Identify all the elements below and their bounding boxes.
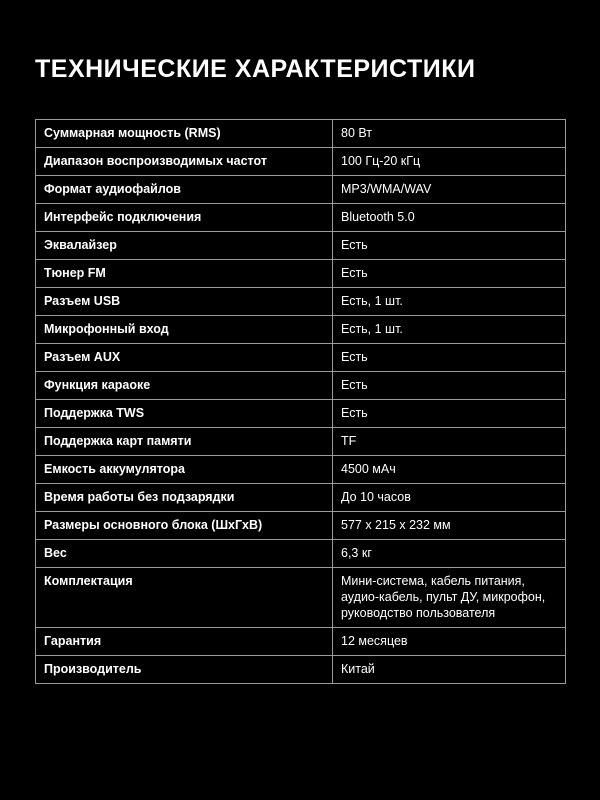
table-row — [36, 287, 566, 315]
spec-value: Есть — [333, 371, 566, 399]
spec-key: Размеры основного блока (ШхГхВ) — [36, 511, 333, 539]
spec-value: 12 месяцев — [333, 627, 566, 655]
table-row — [36, 567, 566, 627]
spec-value: Есть — [333, 259, 566, 287]
table-row — [36, 203, 566, 231]
spec-key: Формат аудиофайлов — [36, 175, 333, 203]
spec-key: Производитель — [36, 655, 333, 683]
table-row — [36, 627, 566, 655]
table-row — [36, 539, 566, 567]
spec-value: Есть — [333, 231, 566, 259]
specifications-table-body — [36, 119, 566, 683]
table-row — [36, 399, 566, 427]
spec-value: TF — [333, 427, 566, 455]
spec-key: Гарантия — [36, 627, 333, 655]
spec-key: Разъем USB — [36, 287, 333, 315]
spec-key: Эквалайзер — [36, 231, 333, 259]
spec-value: 577 x 215 x 232 мм — [333, 511, 566, 539]
spec-key: Разъем AUX — [36, 343, 333, 371]
spec-key: Диапазон воспроизводимых частот — [36, 147, 333, 175]
table-row — [36, 231, 566, 259]
spec-value: Есть, 1 шт. — [333, 287, 566, 315]
spec-value: MP3/WMA/WAV — [333, 175, 566, 203]
spec-key: Поддержка TWS — [36, 399, 333, 427]
spec-value: 4500 мАч — [333, 455, 566, 483]
table-row — [36, 427, 566, 455]
page-title: ТЕХНИЧЕСКИЕ ХАРАКТЕРИСТИКИ — [35, 55, 476, 83]
spec-key: Вес — [36, 539, 333, 567]
spec-value: 6,3 кг — [333, 539, 566, 567]
spec-key: Комплектация — [36, 567, 333, 627]
spec-value: Есть — [333, 343, 566, 371]
spec-value: До 10 часов — [333, 483, 566, 511]
specifications-table — [35, 119, 566, 684]
table-row — [36, 511, 566, 539]
table-row — [36, 175, 566, 203]
table-row — [36, 455, 566, 483]
table-row — [36, 343, 566, 371]
table-row — [36, 119, 566, 147]
spec-key: Тюнер FM — [36, 259, 333, 287]
table-row — [36, 655, 566, 683]
spec-key: Интерфейс подключения — [36, 203, 333, 231]
spec-value: Bluetooth 5.0 — [333, 203, 566, 231]
table-row — [36, 371, 566, 399]
spec-value: Китай — [333, 655, 566, 683]
spec-key: Время работы без подзарядки — [36, 483, 333, 511]
spec-key: Емкость аккумулятора — [36, 455, 333, 483]
spec-value: Мини-система, кабель питания, аудио-кабель, пульт ДУ, микрофон, руководство пользователя — [333, 567, 566, 627]
spec-value: 100 Гц-20 кГц — [333, 147, 566, 175]
spec-key: Функция караоке — [36, 371, 333, 399]
spec-value: Есть — [333, 399, 566, 427]
table-row — [36, 483, 566, 511]
spec-value: 80 Вт — [333, 119, 566, 147]
table-row — [36, 147, 566, 175]
table-row — [36, 315, 566, 343]
spec-key: Микрофонный вход — [36, 315, 333, 343]
table-row — [36, 259, 566, 287]
spec-value: Есть, 1 шт. — [333, 315, 566, 343]
spec-key: Поддержка карт памяти — [36, 427, 333, 455]
spec-key: Суммарная мощность (RMS) — [36, 119, 333, 147]
